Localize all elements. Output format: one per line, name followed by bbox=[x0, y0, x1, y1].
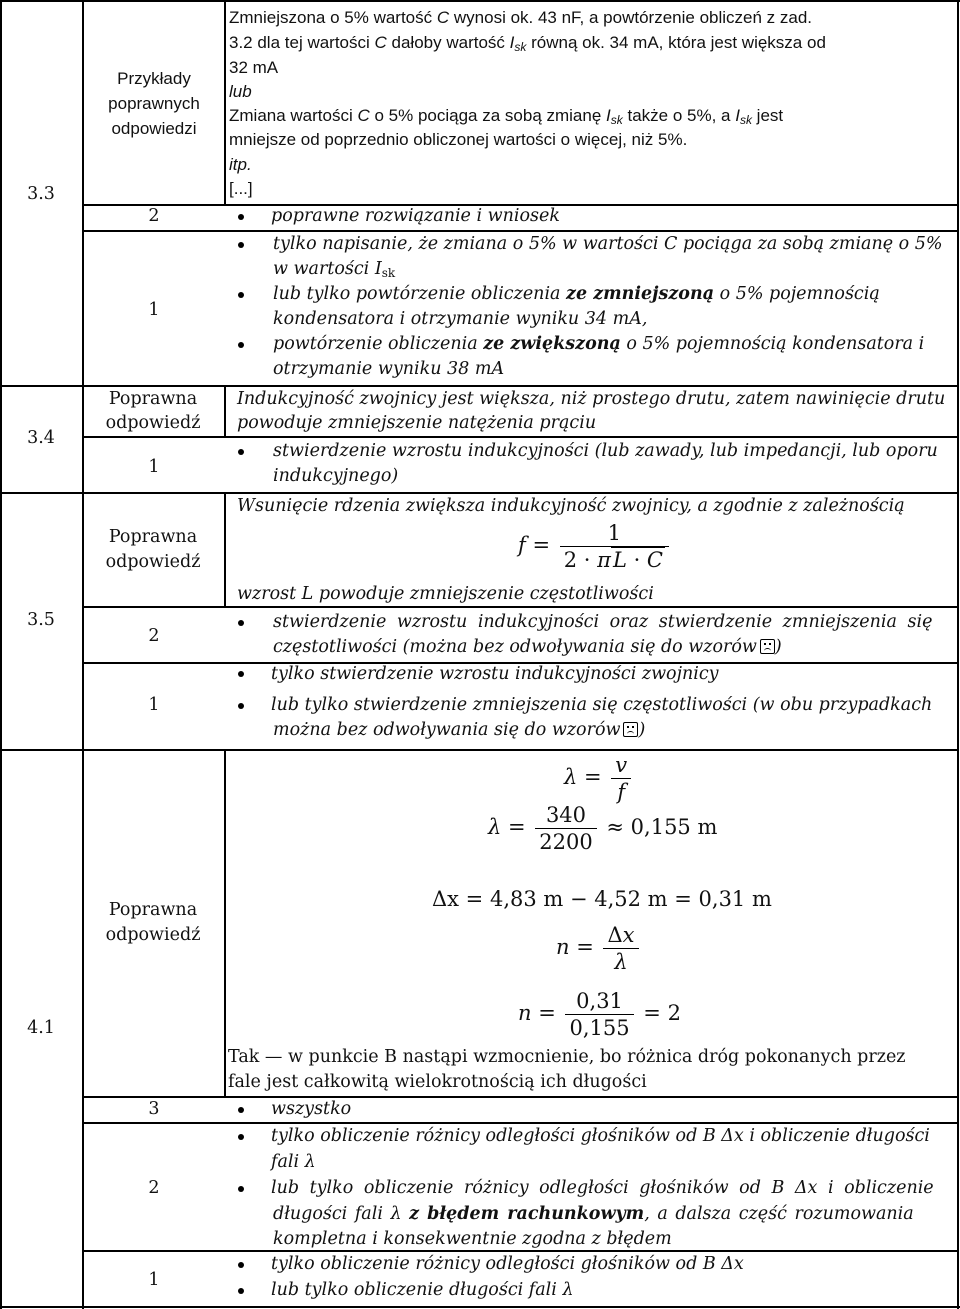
bullet-icon bbox=[238, 242, 244, 248]
criterion-text: długości fali λ z błędem rachunkowym, a dalsza część rozumowania bbox=[273, 1204, 914, 1224]
label-col-divider bbox=[224, 386, 226, 436]
bullet-icon bbox=[238, 1107, 244, 1113]
answer-label: Poprawna odpowiedź bbox=[105, 900, 201, 945]
answer-label: Przykłady poprawnych odpowiedzi bbox=[108, 69, 200, 138]
bullet-icon bbox=[238, 1134, 244, 1140]
score: 2 bbox=[148, 626, 160, 646]
criterion-text: można bez odwoływania się do wzorów bbox=[273, 720, 621, 740]
n-formula: n = $\frac{\Delta x}{\lambda}$ bbox=[556, 922, 642, 975]
label-col-divider bbox=[224, 750, 226, 1096]
n-denominator: 0,155 bbox=[569, 1016, 630, 1040]
example-line: Zmniejszona o 5% wartość C wynosi ok. 43 nF, a powtórzenie obliczeń z zad. bbox=[229, 8, 813, 27]
conclusion-text: Tak — w punkcie B nastąpi wzmocnienie, bo różnica dróg pokonanych przez bbox=[228, 1047, 906, 1067]
table-border-top bbox=[0, 0, 960, 2]
path-difference-calc: Δx = 4,83 m − 4,52 m = 0,31 m bbox=[432, 887, 772, 911]
wavelength-calc: λ = $\frac{340}{2200}$ ≈ 0,155 m bbox=[488, 803, 718, 854]
example-line: Zmiana wartości C o 5% pociąga za sobą zmianę $I_{sk}$ także o 5%, a $I_{sk}$ jest bbox=[229, 106, 784, 127]
bullet-icon bbox=[238, 1288, 244, 1294]
lambda-numerator: 340 bbox=[535, 802, 596, 829]
criterion-text: kompletna i konsekwentnie zgodna z błędem bbox=[273, 1229, 672, 1249]
criterion-text: stwierdzenie wzrostu indukcyjności oraz stwierdzenie zmniejszenia się bbox=[273, 612, 933, 632]
criterion-text: lub tylko stwierdzenie zmniejszenia się częstotliwości (w obu przypadkach bbox=[271, 695, 933, 715]
bullet-icon bbox=[238, 342, 244, 348]
row-divider bbox=[82, 606, 959, 608]
row-divider bbox=[82, 436, 959, 438]
lambda-denominator: 2200 bbox=[539, 830, 593, 854]
criterion-text: lub tylko obliczenie różnicy odległości głośników od B Δx i obliczenie bbox=[271, 1178, 934, 1198]
task-number: 3.5 bbox=[27, 610, 55, 630]
criterion-text: fali λ bbox=[271, 1152, 316, 1172]
score: 3 bbox=[148, 1099, 160, 1119]
criterion-text: tylko napisanie, że zmiana o 5% w wartości C pociąga za sobą zmianę o 5% bbox=[273, 234, 943, 254]
table-border-bottom bbox=[0, 1306, 960, 1308]
criterion-text: w wartości $I_{sk}$ bbox=[273, 259, 396, 280]
task-number: 3.4 bbox=[27, 428, 55, 448]
score: 2 bbox=[148, 206, 160, 226]
criterion-text: wszystko bbox=[271, 1099, 352, 1119]
bullet-icon bbox=[238, 703, 244, 709]
bullet-icon bbox=[238, 620, 244, 626]
conclusion-text: fale jest całkowitą wielokrotnością ich długości bbox=[228, 1072, 647, 1092]
score: 1 bbox=[148, 695, 160, 715]
example-line: mniejsze od poprzednio obliczonej wartości o więcej, niż 5%. bbox=[229, 130, 688, 149]
score: 1 bbox=[148, 300, 160, 320]
label-col-divider bbox=[224, 0, 226, 204]
n-result: 2 bbox=[667, 1001, 681, 1025]
bullet-icon bbox=[238, 214, 244, 220]
score: 1 bbox=[148, 1270, 160, 1290]
n-numerator: 0,31 bbox=[565, 988, 633, 1015]
criterion-text: kondensatora i otrzymanie wyniku 34 mA, bbox=[273, 309, 648, 329]
label-col-divider bbox=[224, 492, 226, 606]
bullet-icon bbox=[238, 1186, 244, 1192]
bullet-icon bbox=[238, 1262, 244, 1268]
table-border-right bbox=[957, 0, 959, 1309]
bullet-icon bbox=[238, 671, 244, 677]
n-calc: n = $\frac{0,31}{0,155}$ = 2 bbox=[518, 989, 681, 1040]
criterion-text: można bez odwoływania się do wzorów ) bbox=[273, 720, 646, 740]
wavelength-formula: λ = $\frac{v}{f}$ bbox=[564, 752, 634, 805]
wavelength-result: 0,155 m bbox=[630, 815, 718, 839]
criterion-text: otrzymanie wyniku 38 mA bbox=[273, 359, 505, 379]
example-line: 32 mA bbox=[229, 58, 279, 77]
row-divider bbox=[0, 749, 959, 751]
task-number: 3.3 bbox=[27, 184, 55, 204]
example-line: 3.2 dla tej wartości C dałoby wartość $I_{sk}$ równą ok. 34 mA, która jest większa od bbox=[229, 33, 826, 54]
answer-label: Poprawna odpowiedź bbox=[105, 527, 201, 572]
bullet-icon bbox=[238, 292, 244, 298]
criterion-text: stwierdzenie wzrostu indukcyjności (lub zawady, lub impedancji, lub oporu bbox=[273, 441, 938, 461]
score: 1 bbox=[148, 457, 160, 477]
criterion-text: częstotliwości (można bez odwoływania się do wzorów bbox=[273, 637, 757, 657]
criterion-text: powtórzenie obliczenia ze zwiększoną o 5% pojemnością kondensatora i bbox=[273, 334, 925, 354]
example-line: itp. bbox=[229, 155, 252, 174]
example-line: lub bbox=[229, 82, 252, 101]
answer-text: Indukcyjność zwojnicy jest większa, niż prostego drutu, zatem nawinięcie drutu bbox=[237, 389, 946, 409]
frequency-formula: f = $\frac{1}{2 \cdot \pi L \cdot C}$ bbox=[518, 520, 672, 573]
answer-label: Poprawna odpowiedź bbox=[105, 389, 201, 433]
bullet-icon bbox=[238, 449, 244, 455]
task-number: 4.1 bbox=[27, 1018, 55, 1038]
answer-text: Wsunięcie rdzenia zwiększa indukcyjność zwojnicy, a zgodnie z zależnością bbox=[237, 496, 905, 516]
score: 2 bbox=[148, 1178, 160, 1198]
answer-text: powoduje zmniejszenie natężenia prąciu bbox=[237, 413, 597, 433]
example-line: [...] bbox=[229, 179, 253, 198]
criterion-text: częstotliwości (można bez odwoływania się do wzorów ) bbox=[273, 637, 782, 657]
criterion-text: indukcyjnego) bbox=[273, 466, 399, 486]
sad-face-icon bbox=[623, 722, 638, 737]
criterion-text: lub tylko obliczenie długości fali λ bbox=[271, 1280, 574, 1300]
answer-text: wzrost L powoduje zmniejszenie częstotliwości bbox=[237, 584, 654, 604]
criterion-text: lub tylko powtórzenie obliczenia ze zmniejszoną o 5% pojemnością bbox=[273, 284, 880, 304]
criterion-text: tylko stwierdzenie wzrostu indukcyjności zwojnicy bbox=[271, 664, 719, 684]
criterion-text: poprawne rozwiązanie i wniosek bbox=[271, 206, 560, 226]
criterion-text: tylko obliczenie różnicy odległości głośników od B Δx i obliczenie długości bbox=[271, 1126, 930, 1146]
criterion-text: tylko obliczenie różnicy odległości głośników od B Δx bbox=[271, 1254, 744, 1274]
sad-face-icon bbox=[760, 639, 775, 654]
